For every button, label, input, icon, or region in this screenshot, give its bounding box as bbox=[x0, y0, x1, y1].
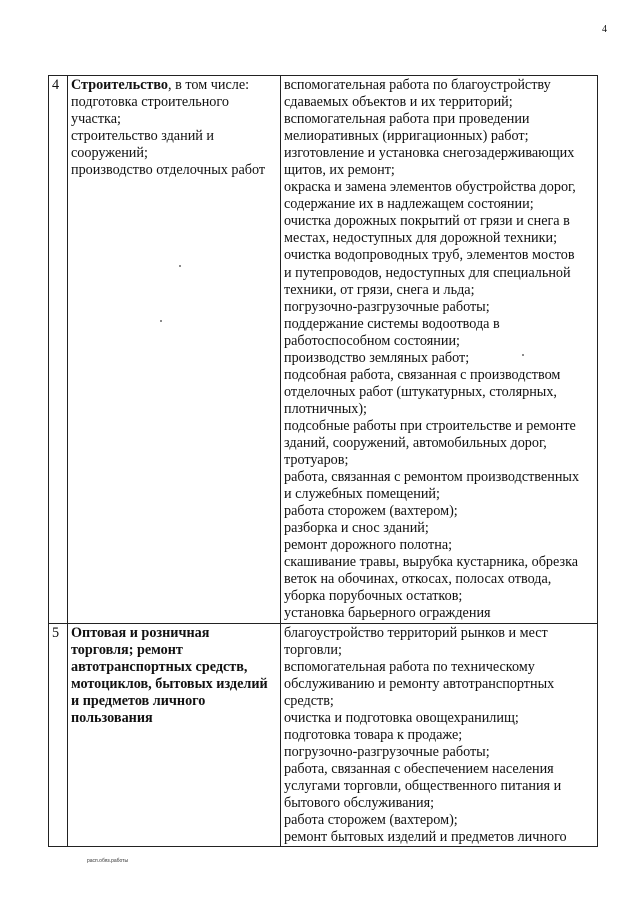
work-line: подсобные работы при строительстве и ремонте bbox=[284, 417, 576, 434]
scan-speck bbox=[160, 320, 162, 322]
work-line: производство земляных работ; bbox=[284, 349, 470, 366]
work-line: работоспособном состоянии; bbox=[284, 332, 460, 349]
work-line: очистка водопроводных труб, элементов мостов bbox=[284, 247, 575, 264]
work-line: работа, связанная с обеспечением населения bbox=[284, 760, 554, 777]
sector-line: Оптовая и розничная bbox=[71, 624, 210, 641]
work-line: сдаваемых объектов и их территорий; bbox=[284, 94, 513, 111]
work-line: вспомогательная работа при проведении bbox=[284, 111, 530, 128]
work-line: тротуаров; bbox=[284, 452, 349, 469]
works-cell bbox=[281, 76, 598, 624]
work-line: и служебных помещений; bbox=[284, 486, 440, 503]
work-line: работа сторожем (вахтером); bbox=[284, 812, 458, 829]
work-line: услугами торговли, общественного питания и bbox=[284, 777, 562, 794]
sector-cell bbox=[68, 623, 281, 847]
work-line: бытового обслуживания; bbox=[284, 794, 435, 811]
work-line: поддержание системы водоотвода в bbox=[284, 315, 500, 332]
footer-note: расп.обяз.работы bbox=[87, 858, 129, 864]
sector-line: и предметов личного bbox=[71, 692, 206, 709]
work-line: скашивание травы, вырубка кустарника, обрезка bbox=[284, 554, 579, 571]
sector-line: подготовка строительного bbox=[71, 94, 229, 111]
work-line: торговли; bbox=[284, 641, 342, 658]
work-line: веток на обочинах, откосах, полосах отвода, bbox=[284, 571, 552, 588]
sector-line: торговля; ремонт bbox=[71, 641, 183, 658]
work-line: вспомогательная работа по благоустройству bbox=[284, 77, 551, 93]
work-line: разборка и снос зданий; bbox=[284, 520, 429, 537]
work-line: ремонт бытовых изделий и предметов личного bbox=[284, 829, 567, 846]
sector-title-suffix: , в том числе: bbox=[168, 77, 250, 93]
work-line: обслуживанию и ремонту автотранспортных bbox=[284, 675, 555, 692]
work-line: отделочных работ (штукатурных, столярных, bbox=[284, 383, 557, 400]
work-line: плотничных); bbox=[284, 400, 367, 417]
work-line: изготовление и установка снегозадерживающих bbox=[284, 145, 575, 162]
work-line: содержание их в надлежащем состоянии; bbox=[284, 196, 534, 213]
sector-heading bbox=[71, 77, 277, 94]
scan-speck bbox=[522, 354, 524, 356]
work-line: очистка и подготовка овощехранилищ; bbox=[284, 709, 519, 726]
work-line: благоустройство территорий рынков и мест bbox=[284, 624, 548, 641]
work-line: погрузочно-разгрузочные работы; bbox=[284, 298, 490, 315]
work-line: и путепроводов, недоступных для специальной bbox=[284, 264, 571, 281]
sector-line: производство отделочных работ bbox=[71, 162, 266, 179]
work-line: погрузочно-разгрузочные работы; bbox=[284, 743, 490, 760]
works-cell bbox=[281, 623, 598, 847]
work-line: щитов, их ремонт; bbox=[284, 162, 395, 179]
work-line: вспомогательная работа по техническому bbox=[284, 658, 535, 675]
work-line: работа сторожем (вахтером); bbox=[284, 503, 458, 520]
table-row bbox=[49, 623, 598, 847]
work-line: окраска и замена элементов обустройства дорог, bbox=[284, 179, 576, 196]
scan-speck bbox=[179, 265, 181, 267]
sector-line: участка; bbox=[71, 111, 121, 128]
sector-title: Строительство bbox=[71, 77, 169, 93]
sector-line: сооружений; bbox=[71, 145, 148, 162]
table-row bbox=[49, 76, 598, 624]
sector-line: пользования bbox=[71, 709, 153, 726]
work-line: подготовка товара к продаже; bbox=[284, 726, 463, 743]
work-line: техники, от грязи, снега и льда; bbox=[284, 281, 475, 298]
work-line: установка барьерного ограждения bbox=[284, 605, 491, 622]
row-number: 4 bbox=[49, 76, 68, 624]
row-number: 5 bbox=[49, 623, 68, 847]
work-line: подсобная работа, связанная с производством bbox=[284, 366, 561, 383]
work-line: средств; bbox=[284, 692, 334, 709]
sector-cell bbox=[68, 76, 281, 624]
work-line: ремонт дорожного полотна; bbox=[284, 537, 453, 554]
sector-line: мотоциклов, бытовых изделий bbox=[71, 675, 268, 692]
work-line: местах, недоступных для дорожной техники; bbox=[284, 230, 558, 247]
work-line: мелиоративных (ирригационных) работ; bbox=[284, 128, 529, 145]
page-number: 4 bbox=[602, 24, 607, 35]
work-line: работа, связанная с ремонтом производственных bbox=[284, 469, 580, 486]
public-works-table bbox=[48, 75, 598, 847]
work-line: зданий, сооружений, автомобильных дорог, bbox=[284, 434, 547, 451]
work-line: уборка порубочных остатков; bbox=[284, 588, 463, 605]
sector-line: автотранспортных средств, bbox=[71, 658, 248, 675]
work-line: очистка дорожных покрытий от грязи и снега в bbox=[284, 213, 570, 230]
sector-line: строительство зданий и bbox=[71, 128, 215, 145]
